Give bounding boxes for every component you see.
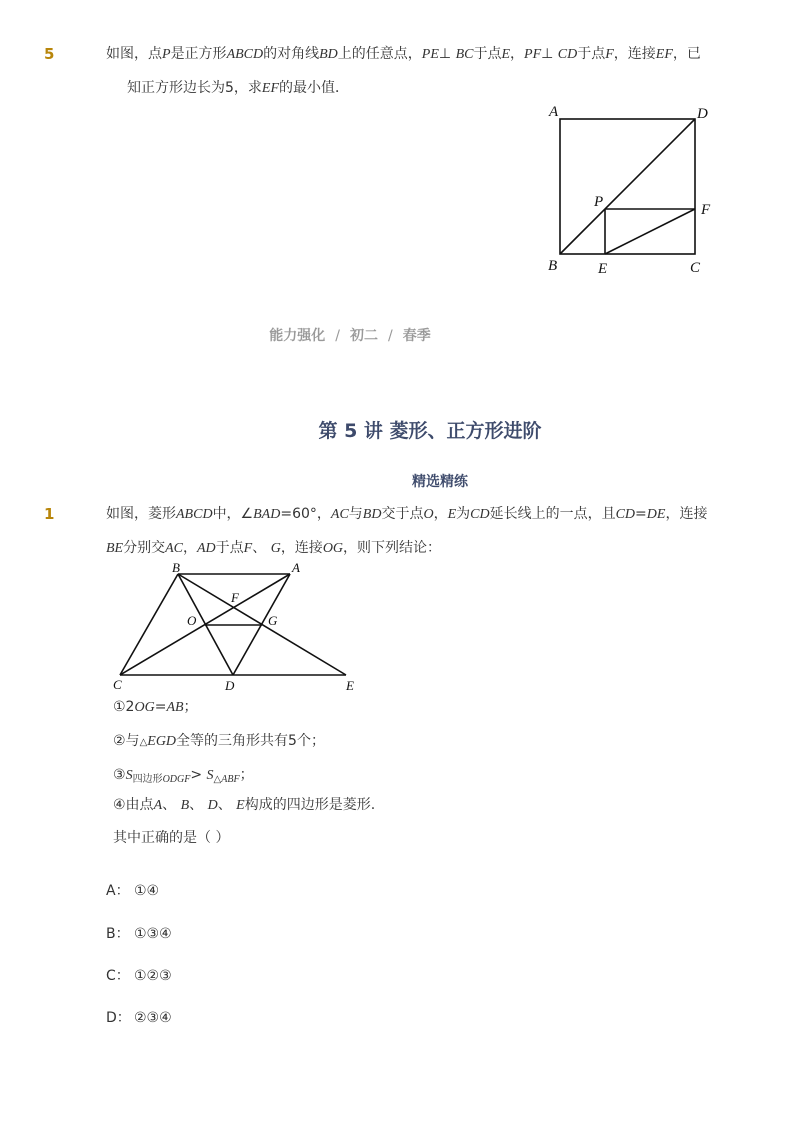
segment-ef [605, 209, 695, 254]
label-f: F [701, 202, 711, 218]
label-b: B [172, 560, 180, 575]
q5-text-line2: 知正方形边长为5，求EF的最小值． [127, 80, 350, 96]
segment-bc [120, 574, 178, 675]
q5-text-line1: 如图，点P是正方形ABCD的对角线BD上的任意点，PE⊥ BC于点E，PF⊥ CD于点F，连接EF，已 [106, 46, 701, 62]
label-p: P [594, 194, 604, 210]
page-footer: 能力强化 / 初二 / 春季 [269, 328, 431, 344]
label-e: E [346, 678, 354, 693]
section-subtitle: 精选精练 [412, 474, 468, 490]
choice-a[interactable]: A： ①④ [106, 883, 160, 899]
label-g: G [268, 613, 278, 628]
question-prompt: 其中正确的是（ ） [113, 830, 230, 846]
label-c: C [690, 260, 701, 276]
choice-d[interactable]: D： ②③④ [106, 1010, 172, 1026]
q1-text-line1: 如图，菱形ABCD中，∠BAD=60°，AC与BD交于点O，E为CD延长线上的一点，且CD=DE，连接 [106, 506, 708, 522]
label-a: A [292, 560, 300, 575]
statement-3: $③S_{四边形ODGF}> S_{\triangle ABF}$； [113, 767, 254, 785]
label-c: C [113, 677, 122, 692]
rhombus-figure [105, 558, 365, 698]
label-d: D [697, 106, 708, 122]
label-f: F [231, 590, 239, 605]
choice-c[interactable]: C： ①②③ [106, 968, 172, 984]
label-a: A [549, 104, 559, 120]
question-number: 1 [44, 505, 55, 523]
choice-b[interactable]: B： ①③④ [106, 926, 172, 942]
label-e: E [598, 261, 608, 277]
square-figure [540, 100, 730, 280]
lesson-title: 第 5 讲 菱形、正方形进阶 [318, 420, 542, 442]
q1-text-line2: BE分别交AC，AD于点F、 G，连接OG，则下列结论： [106, 540, 442, 556]
label-b: B [548, 258, 558, 274]
statement-4: ④由点A、 B、 D、 E构成的四边形是菱形. [113, 797, 376, 813]
label-d: D [225, 678, 235, 693]
diagonal-bd [560, 119, 695, 254]
label-o: O [187, 613, 197, 628]
question-number: 5 [44, 45, 55, 63]
statement-1: ①2OG=AB； [113, 699, 198, 715]
statement-2: ②与△EGD全等的三角形共有5个； [113, 733, 325, 749]
